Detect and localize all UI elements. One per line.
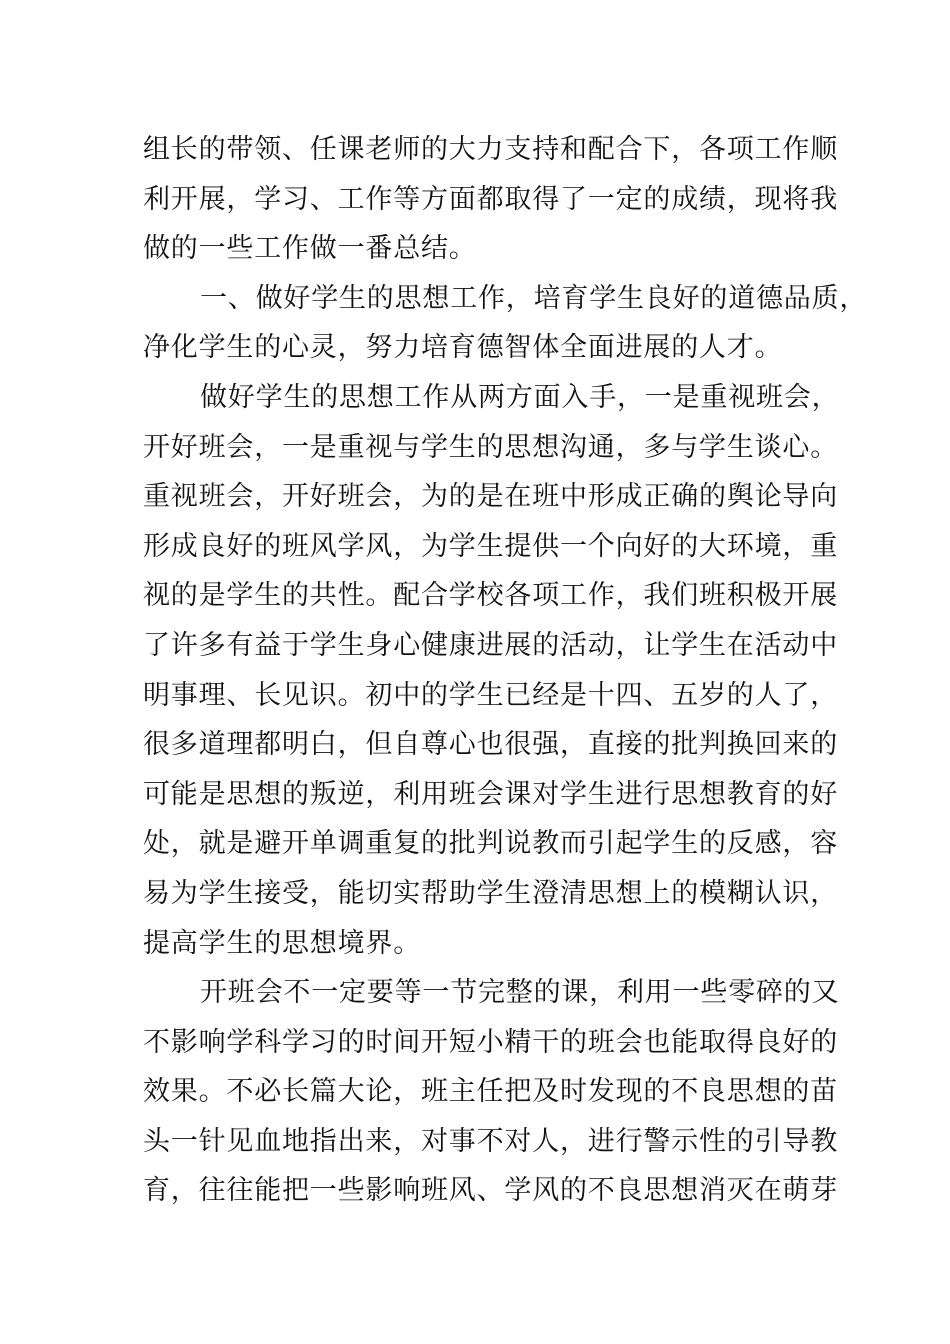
text-line: 处，就是避开单调重复的批判说教而引起学生的反感，容 [143,828,838,860]
text-line: 明事理、长见识。初中的学生已经是十四、五岁的人了， [143,679,838,711]
paragraph-3 [143,373,840,968]
text-line: 提高学生的思想境界。 [143,927,421,959]
text-line: 一、做好学生的思想工作，培育学生良好的道德品质， [200,282,868,314]
document-body [143,125,868,1216]
text-line: 头一针见血地指出来，对事不对人，进行警示性的引导教 [143,1125,838,1157]
paragraph-2 [143,274,868,373]
text-line: 育，往往能把一些影响班风、学风的不良思想消灭在萌芽 [143,1175,838,1207]
text-line: 易为学生接受，能切实帮助学生澄清思想上的模糊认识， [143,877,838,909]
text-line: 形成良好的班风学风，为学生提供一个向好的大环境，重 [143,530,838,562]
text-line: 可能是思想的叛逆，利用班会课对学生进行思想教育的好 [143,778,838,810]
text-line: 开好班会，一是重视与学生的思想沟通，多与学生谈心。 [143,431,838,463]
text-line: 开班会不一定要等一节完整的课，利用一些零碎的又 [200,977,840,1009]
text-line: 做好学生的思想工作从两方面入手，一是重视班会， [200,381,840,413]
paragraph-4 [143,968,840,1216]
text-line: 利开展，学习、工作等方面都取得了一定的成绩，现将我 [143,183,838,215]
text-line: 组长的带领、任课老师的大力支持和配合下，各项工作顺 [143,134,838,165]
paragraph-1 [143,125,838,274]
text-line: 净化学生的心灵，努力培育德智体全面进展的人才。 [143,332,783,364]
text-line: 视的是学生的共性。配合学校各项工作，我们班积极开展 [143,580,838,612]
text-line: 效果。不必长篇大论，班主任把及时发现的不良思想的苗 [143,1076,838,1108]
text-line: 了许多有益于学生身心健康进展的活动，让学生在活动中 [143,629,838,661]
text-line: 重视班会，开好班会，为的是在班中形成正确的舆论导向 [143,481,838,513]
text-line: 不影响学科学习的时间开短小精干的班会也能取得良好的 [143,1026,838,1058]
text-line: 做的一些工作做一番总结。 [143,233,477,265]
text-line: 很多道理都明白，但自尊心也很强，直接的批判换回来的 [143,729,838,761]
